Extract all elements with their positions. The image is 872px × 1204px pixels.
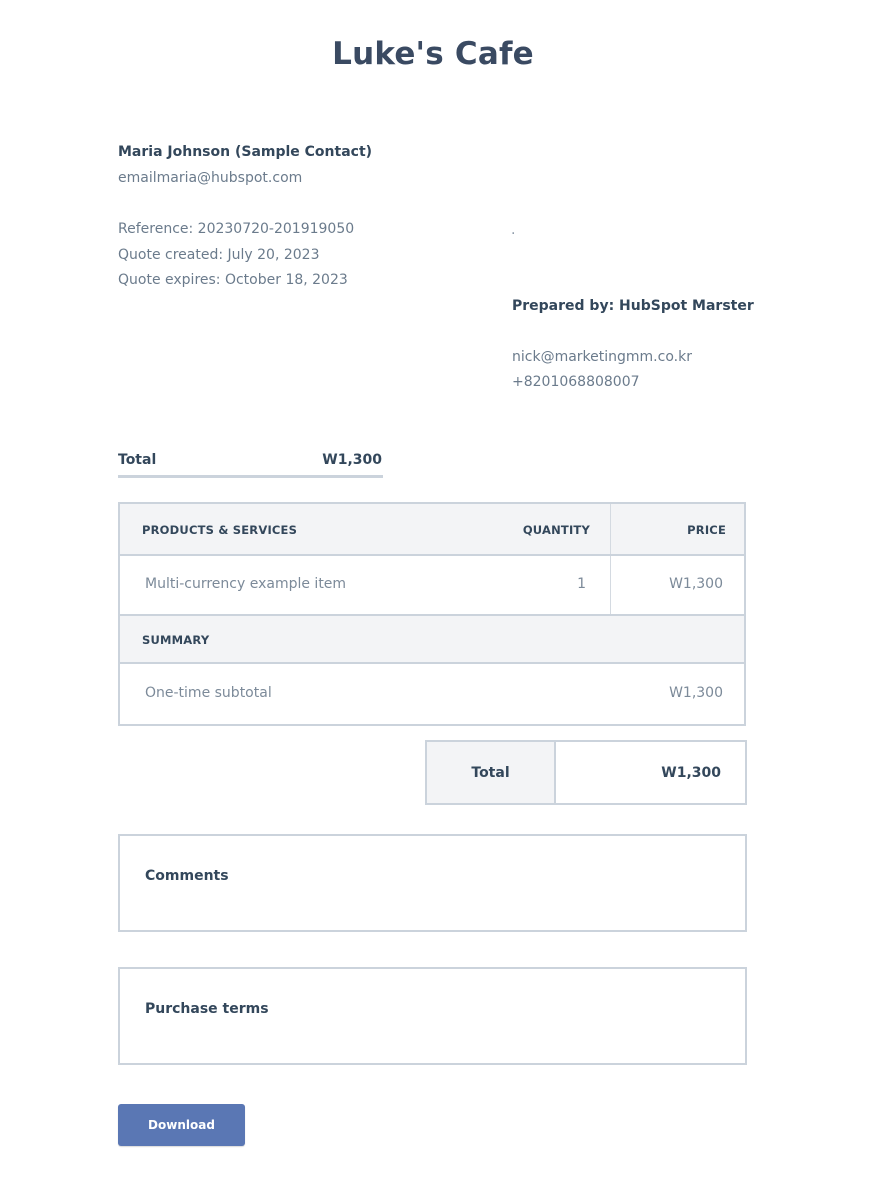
header-divider — [610, 504, 611, 554]
table-row — [120, 556, 744, 614]
purchase-terms-section — [118, 967, 747, 1065]
quote-created-date: Quote created: July 20, 2023 — [118, 247, 320, 263]
item-price: W1,300 — [669, 576, 723, 592]
download-button[interactable]: Download — [118, 1104, 245, 1146]
page-title: Luke's Cafe — [332, 36, 534, 72]
comments-section — [118, 834, 747, 932]
summary-row — [120, 614, 744, 664]
prepared-by: Prepared by: HubSpot Marster — [512, 298, 754, 314]
total-box-label: Total — [427, 742, 556, 803]
comments-title: Comments — [145, 868, 229, 884]
header-price: PRICE — [687, 523, 726, 537]
separator-dot: . — [511, 222, 516, 238]
summary-label: SUMMARY — [142, 633, 210, 647]
item-name: Multi-currency example item — [145, 576, 347, 592]
header-products: PRODUCTS & SERVICES — [142, 523, 298, 537]
item-divider — [610, 556, 611, 614]
total-summary-label: Total — [118, 452, 157, 468]
contact-email: emailmaria@hubspot.com — [118, 170, 303, 186]
header-quantity: QUANTITY — [522, 523, 590, 537]
line-items-table — [118, 502, 746, 726]
purchase-terms-title: Purchase terms — [145, 1001, 269, 1017]
total-box-value: W1,300 — [661, 764, 721, 781]
subtotal-label: One-time subtotal — [145, 685, 272, 701]
table-header-row — [120, 504, 744, 556]
subtotal-row — [120, 664, 744, 724]
contact-name: Maria Johnson (Sample Contact) — [118, 144, 373, 160]
preparer-phone: +8201068808007 — [512, 374, 640, 390]
preparer-email: nick@marketingmm.co.kr — [512, 349, 692, 365]
total-summary-value: W1,300 — [322, 452, 382, 468]
total-summary-divider — [118, 475, 383, 478]
subtotal-value: W1,300 — [669, 685, 723, 701]
total-box — [425, 740, 747, 805]
quote-expires-date: Quote expires: October 18, 2023 — [118, 272, 348, 288]
quote-reference: Reference: 20230720-201919050 — [118, 221, 355, 237]
item-quantity: 1 — [577, 576, 586, 592]
